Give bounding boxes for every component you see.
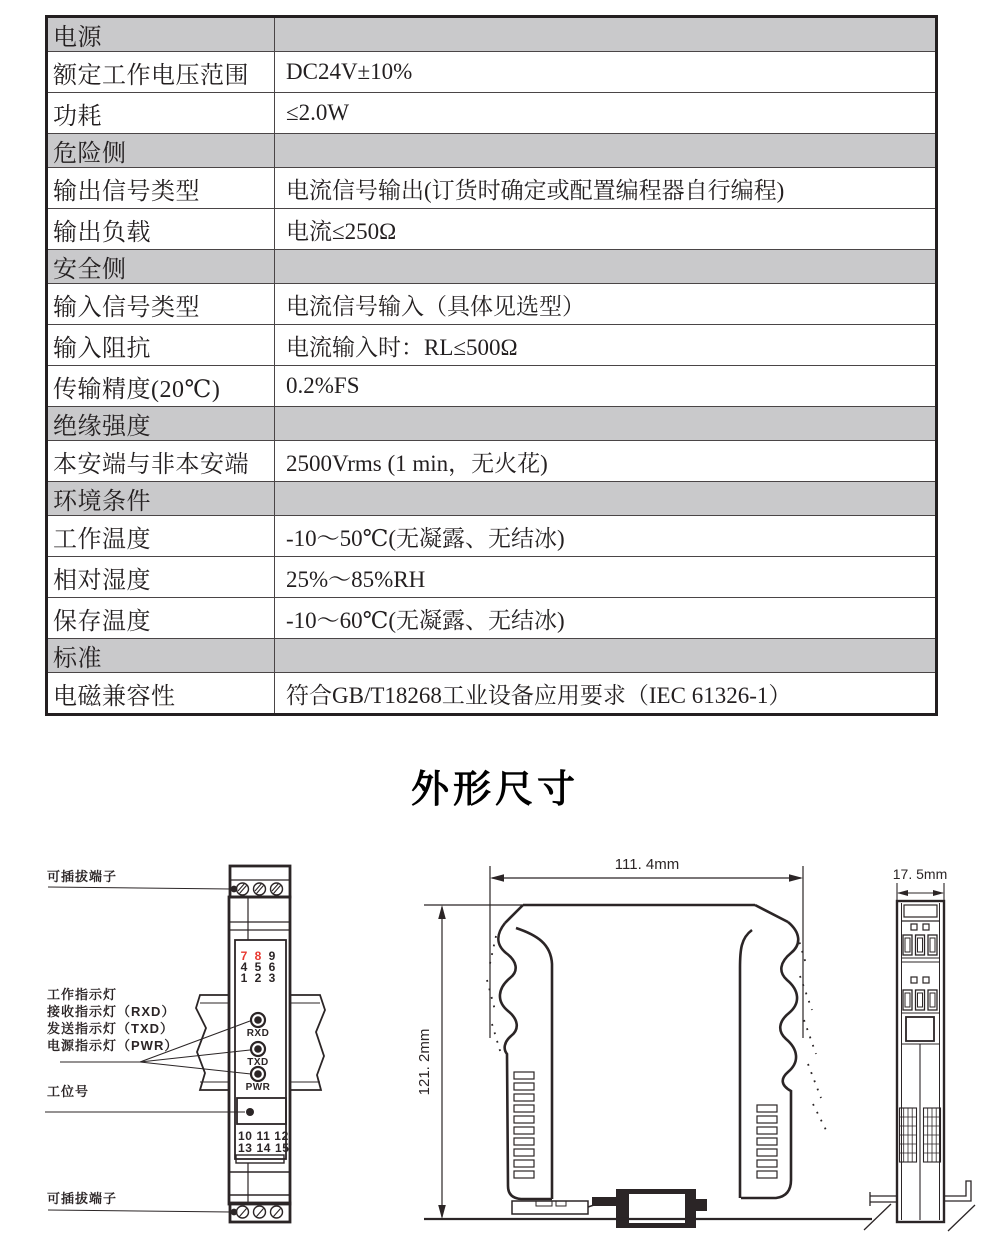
- spec-value: -10～50℃(无凝露、无结冰): [286, 525, 565, 551]
- end-tag-window: [906, 1017, 934, 1041]
- dim-width-arrow: [490, 874, 803, 882]
- spec-label: 本安端与非本安端: [53, 451, 249, 478]
- spec-value: 2500Vrms (1 min，无火花): [286, 450, 548, 476]
- spec-label: 额定工作电压范围: [53, 62, 249, 89]
- led-txd-label: TXD: [247, 1057, 269, 1068]
- din-rail-right: [290, 995, 325, 1090]
- spec-label: 工作温度: [53, 526, 151, 553]
- vent-slots-right: [757, 1105, 777, 1178]
- terminal-number: 8: [254, 949, 262, 963]
- spec-value: -10～60℃(无凝露、无结冰): [286, 607, 565, 633]
- top-terminal-screws: [231, 883, 283, 895]
- terminal-number: 4: [240, 960, 248, 974]
- terminal-number: 1: [240, 971, 248, 985]
- label-rx-led: 接收指示灯（RXD）: [47, 1004, 176, 1019]
- spec-label: 保存温度: [53, 608, 151, 635]
- terminal-numbers-top: [241, 949, 276, 985]
- section-label: 绝缘强度: [53, 414, 151, 440]
- spec-label: 传输精度(20℃): [53, 376, 221, 403]
- spec-value: 电流输入时：RL≤500Ω: [286, 334, 518, 360]
- label-run-led: 工作指示灯: [47, 987, 118, 1002]
- spec-label: 输出信号类型: [53, 178, 200, 205]
- spec-label: 功耗: [53, 103, 102, 130]
- spec-value: 25%～85%RH: [286, 566, 426, 592]
- spec-label: 输出负载: [53, 219, 151, 246]
- bottom-terminal-screws: [231, 1206, 283, 1218]
- spec-value: 0.2%FS: [286, 373, 360, 398]
- spec-label: 相对湿度: [53, 567, 151, 594]
- side-view-drawing: [416, 856, 872, 1228]
- tag-number-window: [237, 1098, 286, 1124]
- label-tag-number: 工位号: [47, 1084, 90, 1099]
- spec-value: 电流信号输入（具体见选型）: [286, 293, 585, 319]
- terminal-numbers-bottom-row2: 13 14 15: [238, 1141, 290, 1155]
- spec-label: 输入阻抗: [53, 335, 151, 362]
- label-pluggable-terminal-top: 可插拔端子: [47, 869, 118, 884]
- dim-height-arrow: [438, 905, 446, 1219]
- outline-dimensions-title: 外形尺寸: [410, 769, 579, 811]
- label-pluggable-terminal-bottom: 可插拔端子: [47, 1191, 118, 1206]
- vent-slots-left: [514, 1072, 534, 1178]
- din-rail-left: [196, 995, 229, 1090]
- section-label: 安全侧: [53, 257, 127, 283]
- spec-value: 电流信号输出(订货时确定或配置编程器自行编程): [286, 177, 785, 203]
- terminal-numbers-bottom-row1: 10 11 12: [238, 1129, 289, 1143]
- led-pwr-label: PWR: [245, 1082, 271, 1093]
- led-txd: [247, 1042, 269, 1068]
- hatch-dots: [487, 934, 827, 1132]
- spec-label: 电磁兼容性: [53, 683, 176, 710]
- housing-profile: [498, 905, 798, 1199]
- spec-label: 输入信号类型: [53, 294, 200, 321]
- terminal-number: 3: [268, 971, 276, 985]
- section-label: 标准: [53, 646, 102, 672]
- dim-width-label: 111. 4mm: [614, 856, 680, 873]
- spec-value: DC24V±10%: [286, 59, 413, 84]
- terminal-number: 5: [254, 960, 262, 974]
- section-label: 环境条件: [53, 489, 151, 515]
- terminal-number: 9: [268, 949, 276, 963]
- led-rxd-label: RXD: [246, 1028, 270, 1039]
- led-pwr: [246, 1067, 271, 1093]
- spec-value: 符合GB/T18268工业设备应用要求（IEC 61326-1）: [286, 682, 792, 708]
- end-terminals-upper: [903, 924, 937, 955]
- terminal-number: 2: [254, 971, 262, 985]
- terminal-number: 6: [268, 960, 276, 974]
- dim-depth-label: 17. 5mm: [892, 866, 948, 882]
- front-view-drawing: [45, 866, 325, 1222]
- led-rxd: [247, 1013, 270, 1039]
- end-view-drawing: [864, 866, 975, 1231]
- dim-depth-arrow: [897, 890, 944, 896]
- section-label: 电源: [53, 25, 102, 51]
- label-pwr-led: 电源指示灯（PWR）: [47, 1038, 179, 1053]
- dim-height-label: 121. 2mm: [416, 1028, 433, 1096]
- spec-value: 电流≤250Ω: [286, 218, 397, 244]
- label-tx-led: 发送指示灯（TXD）: [47, 1021, 175, 1036]
- end-vent-grid-left: [900, 1108, 917, 1162]
- din-clip: [592, 1189, 707, 1228]
- end-terminals-lower: [903, 977, 937, 1010]
- spec-value: ≤2.0W: [286, 100, 350, 125]
- section-label: 危险侧: [53, 141, 127, 167]
- end-vent-grid-right: [924, 1108, 941, 1162]
- terminal-number: 7: [240, 949, 248, 963]
